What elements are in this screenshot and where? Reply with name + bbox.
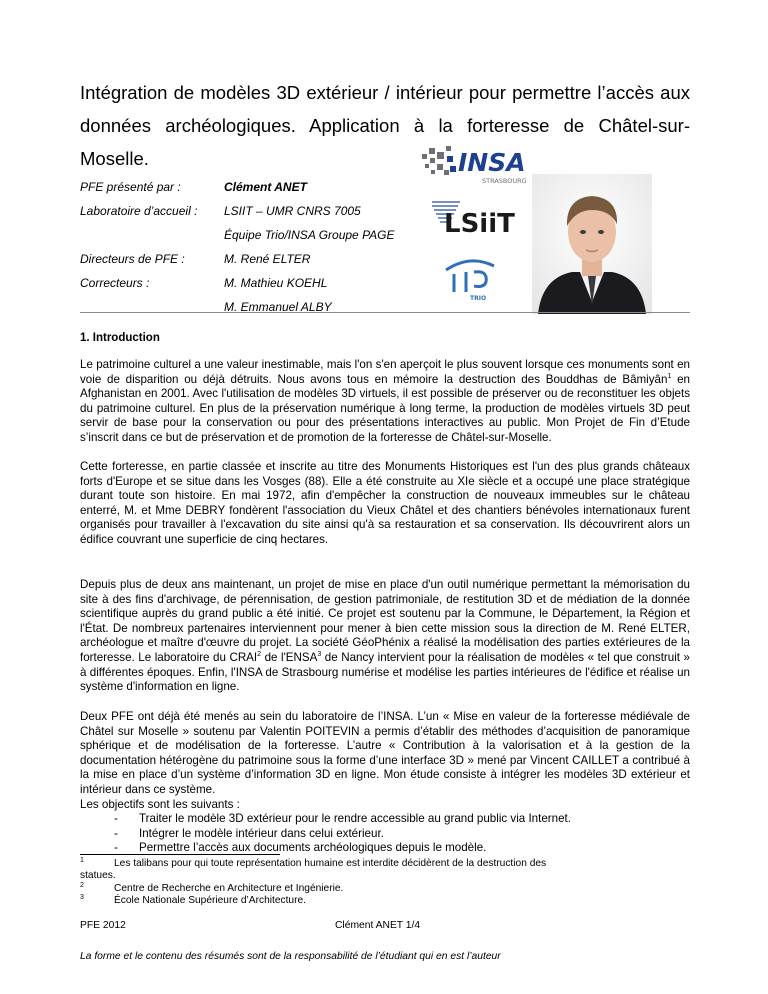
corrector-2: M. Emmanuel ALBY [224, 300, 332, 314]
header-divider [80, 312, 690, 313]
correctors-label: Correcteurs : [80, 276, 150, 290]
footnote-number: 1 [80, 857, 84, 864]
trio-logo [440, 256, 502, 302]
insa-logo-text: INSA [458, 148, 526, 177]
insa-logo-graphic [420, 140, 530, 190]
footer-page-number: Clément ANET 1/4 [335, 920, 421, 931]
footnote-text: Les talibans pour qui toute représentation humaine est interdite décidèrent de la destruction des [114, 858, 547, 869]
insa-logo [420, 140, 530, 190]
footnote-3 [80, 895, 690, 907]
corrector-1: M. Mathieu KOEHL [224, 276, 328, 290]
footnote-text: Centre de Recherche en Architecture et Ingénierie. [114, 882, 344, 894]
footnote-ref-1: 1 [667, 372, 672, 380]
list-item-text: Permettre l’accès aux documents archéologiques depuis le modèle. [139, 841, 487, 855]
list-item-text: Traiter le modèle 3D extérieur pour le rendre accessible au grand public via Internet. [139, 812, 571, 826]
insa-logo-subtext: STRASBOURG [482, 177, 527, 185]
presented-by-label: PFE présenté par : [80, 180, 181, 194]
lab-label: Laboratoire d’accueil : [80, 204, 198, 218]
footnote-number: 2 [80, 881, 84, 889]
footnote-divider [80, 854, 280, 855]
section-title: 1. Introduction [80, 332, 160, 344]
footnote-number: 3 [80, 894, 84, 902]
paragraph-4-text: Deux PFE ont déjà été menés au sein du laboratoire de l’INSA. L’un « Mise en valeur de la forteresse médiévale de Châtel sur Moselle » soutenu par Valentin POITEVIN a permis d’établir des méthodes d’acquisition de panoramique sphérique et de modélisation de la forteresse. L’autre « Contribution à la valorisation et à la gestion de la documentation hétérogène du patrimoine sous la forme d’une interface 3D » mené par Vincent CAILLET a contribué à la mise en place d’un système d’information 3D en ligne. Mon étude consiste à intégrer les modèles 3D extérieur et intérieur dans ce système. [80, 710, 690, 796]
footnote-text-wrap: statues. [80, 870, 116, 882]
paragraph-2 [80, 460, 690, 548]
bullet-marker: - [114, 841, 118, 855]
list-item [80, 827, 690, 842]
footnote-2 [80, 883, 690, 895]
footnote-text: École Nationale Supérieure d’Architecture. [114, 895, 306, 907]
presented-by-value: Clément ANET [224, 180, 307, 194]
trio-logo-text: TRIO [470, 295, 487, 302]
footnote-ref-2: 2 [257, 651, 262, 659]
paragraph-1 [80, 358, 690, 446]
footnote-1 [80, 858, 690, 883]
list-item [80, 812, 690, 827]
paragraph-3-text-a: Depuis plus de deux ans maintenant, un projet de mise en place d'un outil numérique permettant la mémorisation du site à des fins d'archivage, de pérennisation, de gestion patrimoniale, de restitution 3D et de médiation de la donnée scientifique auprès du grand public a été initié. Ce projet est soutenu par la Commune, le Département, la Région et l'État. De nombreux partenaires interviennent pour mener à bien cette mission sous la direction de M. René ELTER, archéologue et maître d'œuvre du projet. La société GéoPhénix a réalisé la modélisation des parties extérieures de la forteresse. Le laboratoire du CRAI [80, 578, 690, 664]
paragraph-1-text-a: Le patrimoine culturel a une valeur inestimable, mais l'on s'en aperçoit le plus souvent lorsque ces monuments sont en voie de disparition ou déjà détruits. Nous avons tous en mémoire la destruction des Bouddhas de Bâmiyân [80, 358, 690, 386]
bullet-marker: - [114, 812, 118, 826]
trio-logo-graphic [440, 256, 502, 302]
document-title: Intégration de modèles 3D extérieur / intérieur pour permettre l’accès aux données archéologiques. Application à la forteresse de Châtel-sur-Moselle. [80, 82, 690, 169]
lab-value: LSIIT – UMR CNRS 7005 [224, 204, 361, 218]
portrait-graphic [532, 174, 652, 314]
list-item-text: Intégrer le modèle intérieur dans celui extérieur. [139, 826, 384, 840]
footnote-ref-3: 3 [317, 651, 322, 659]
footnotes [80, 858, 690, 908]
lsiit-logo [430, 196, 526, 238]
paragraph-3 [80, 578, 690, 695]
footer-year: PFE 2012 [80, 920, 126, 931]
paragraph-1-text-b: en Afghanistan en 2001. Avec l'utilisation de modèles 3D virtuels, il est possible de préserver ou de reconstituer les objets du patrimoine culturel. En plus de la préservation numérique à long terme, la production de modèles virtuels 3D peut servir de base pour la conservation ou pour des présentations interactives au public. Mon Projet de Fin d’Etude s’inscrit dans ce but de préservation et de promotion de la forteresse de Châtel-sur-Moselle. [80, 372, 690, 444]
footer-disclaimer: La forme et le contenu des résumés sont de la responsabilité de l’étudiant qui en est l’auteur [80, 951, 501, 962]
team-value: Équipe Trio/INSA Groupe PAGE [224, 228, 395, 242]
paragraph-4 [80, 710, 690, 856]
objectives-intro: Les objectifs sont les suivants : [80, 797, 240, 811]
paragraph-3-text-b: de l'ENSA [261, 650, 318, 664]
paragraph-3-text-c: de Nancy intervient pour la réalisation de modèles « tel que construit » à différentes époques. Enfin, l'INSA de Strasbourg numérise et modélise les parties intérieures de l'édifice et réalise un système d'information en ligne. [80, 650, 690, 694]
author-photo [532, 174, 652, 314]
lsiit-logo-graphic [430, 196, 526, 238]
lsiit-logo-text: LSiiT [444, 209, 515, 238]
paragraph-2-text: Cette forteresse, en partie classée et inscrite au titre des Monuments Historiques est l'un des plus grands châteaux forts d'Europe et se situe dans les Vosges (88). Elle a été construite au XIe siècle et a occupé une place stratégique durant toute son histoire. En mai 1972, afin d'empêcher la construction de nouveaux immeubles sur le château enterré, M. et Mme DEBRY fondèrent l'association du Vieux Châtel et des chantiers bénévoles internationaux furent organisés pour travailler à l'excavation du site ainsi qu'à sa restauration et sa conservation. Ils découvrirent alors un édifice couvrant une superficie de cinq hectares. [80, 460, 690, 546]
bullet-marker: - [114, 826, 118, 840]
directors-value: M. René ELTER [224, 252, 311, 266]
objectives-list [80, 812, 690, 856]
directors-label: Directeurs de PFE : [80, 252, 185, 266]
